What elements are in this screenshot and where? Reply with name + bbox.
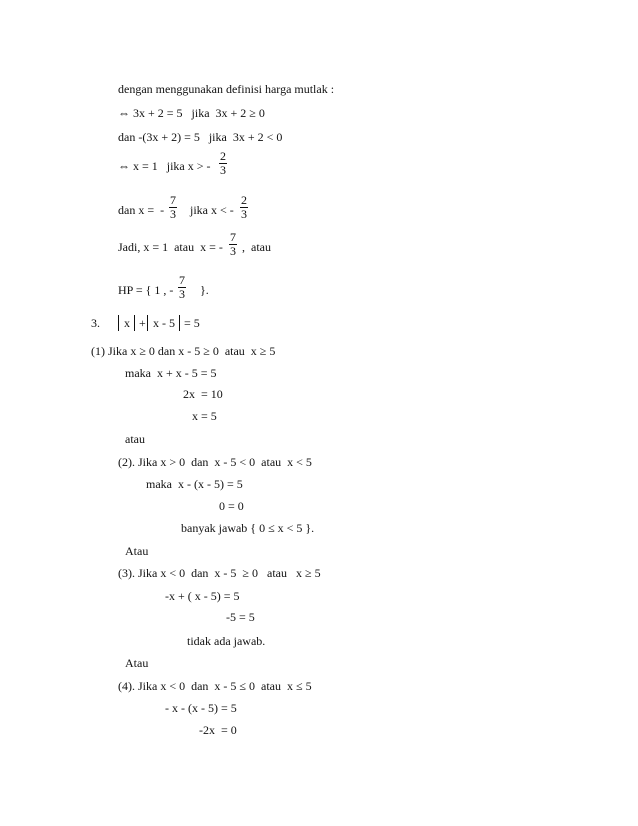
- fraction-numerator: 7: [179, 273, 185, 287]
- fraction-denominator: 3: [170, 207, 176, 221]
- text-line: (2). Jika x > 0 dan x - 5 < 0 atau x < 5: [118, 455, 312, 469]
- text-line: banyak jawab { 0 ≤ x < 5 }.: [181, 521, 315, 535]
- fraction: [240, 194, 248, 221]
- text-line: HP = { 1 , -: [118, 283, 174, 297]
- text-line: maka x - (x - 5) = 5: [146, 477, 243, 491]
- text-line: 2x = 10: [183, 387, 223, 401]
- text-line: dengan menggunakan definisi harga mutlak :: [118, 82, 335, 96]
- text-line: }.: [200, 283, 209, 297]
- text-line: -5 = 5: [226, 610, 255, 624]
- absolute-value-bar: [179, 315, 180, 331]
- text-line: (4). Jika x < 0 dan x - 5 ≤ 0 atau x ≤ 5: [118, 679, 312, 693]
- fraction-numerator: 7: [230, 230, 236, 244]
- text-line: x = 5: [192, 409, 217, 423]
- text-line: x - 5: [153, 316, 175, 330]
- text-line: x: [124, 316, 130, 330]
- text-line: jika x < -: [190, 203, 234, 217]
- text-line: Atau: [125, 656, 149, 670]
- absolute-value-bar: [147, 315, 148, 331]
- text-line: (1) Jika x ≥ 0 dan x - 5 ≥ 0 atau x ≥ 5: [91, 344, 276, 358]
- fraction-denominator: 3: [241, 207, 247, 221]
- text-line: atau: [125, 432, 145, 446]
- absolute-value-bar: [134, 315, 135, 331]
- text-line: -2x = 0: [199, 723, 237, 737]
- text-line: -x + ( x - 5) = 5: [165, 589, 240, 603]
- text-line: (3). Jika x < 0 dan x - 5 ≥ 0 atau x ≥ 5: [118, 566, 321, 580]
- text-line: = 5: [184, 316, 200, 330]
- text-line: 0 = 0: [219, 499, 244, 513]
- fraction: [229, 231, 237, 258]
- fraction: [178, 274, 186, 301]
- text-line: +: [139, 316, 146, 330]
- fraction-denominator: 3: [230, 244, 236, 258]
- fraction-numerator: 2: [220, 149, 226, 163]
- fraction-numerator: 2: [241, 193, 247, 207]
- item-number: 3.: [91, 316, 100, 330]
- text-line: dan x = -: [118, 203, 165, 217]
- text-line: maka x + x - 5 = 5: [125, 366, 217, 380]
- text-line: ⇔ x = 1 jika x > -: [118, 159, 211, 173]
- fraction: [219, 150, 227, 177]
- text-line: Atau: [125, 544, 149, 558]
- text-line: dan -(3x + 2) = 5 jika 3x + 2 < 0: [118, 130, 283, 144]
- text-line: Jadi, x = 1 atau x = -: [118, 240, 223, 254]
- fraction-denominator: 3: [220, 163, 226, 177]
- text-line: tidak ada jawab.: [187, 634, 266, 648]
- absolute-value-bar: [118, 315, 119, 331]
- fraction-numerator: 7: [170, 193, 176, 207]
- text-line: - x - (x - 5) = 5: [165, 701, 237, 715]
- text-line: ⇔ 3x + 2 = 5 jika 3x + 2 ≥ 0: [118, 106, 265, 120]
- fraction: [169, 194, 177, 221]
- text-line: , atau: [242, 240, 271, 254]
- fraction-denominator: 3: [179, 287, 185, 301]
